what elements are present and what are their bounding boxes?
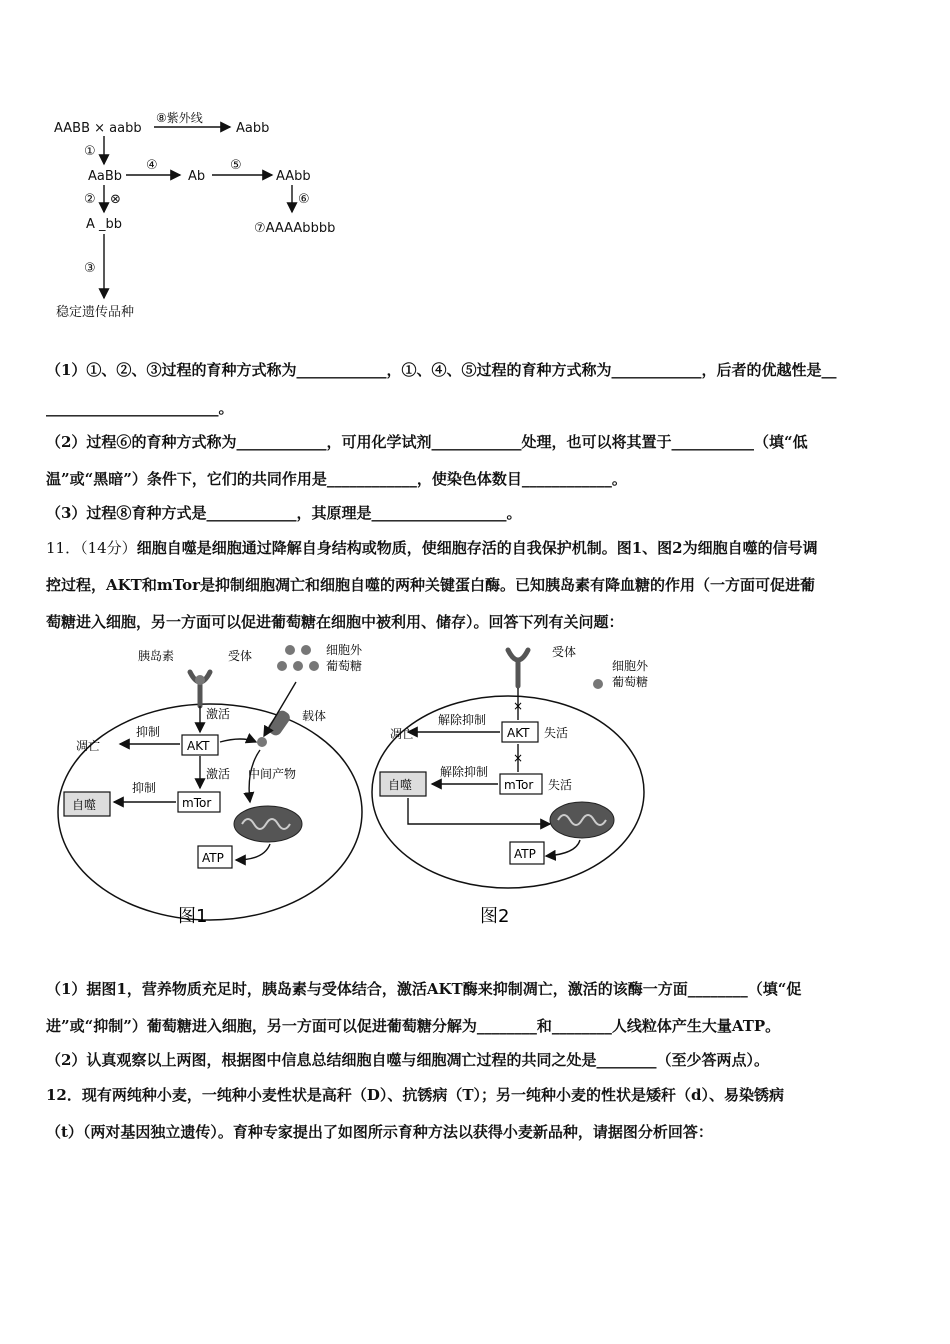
activate2-label: 激活 [206, 767, 231, 781]
q10-line3: （2）过程⑥的育种方式称为____________，可用化学试剂____________处理，也可以将其置于___________（填“低 [46, 433, 808, 451]
mtor-label: mTor [504, 778, 534, 792]
insulin-label: 胰岛素 [138, 649, 175, 663]
glucose-dots-icon [277, 645, 319, 671]
inactive2-label: 失活 [548, 778, 573, 792]
q10-line4: 温”或“黑暗”）条件下，它们的共同作用是____________，使染色体数目____________。 [46, 470, 627, 488]
glucose-dot-icon [593, 679, 603, 689]
q10-line1: （1）①、②、③过程的育种方式称为____________，①、④、⑤过程的育种方式称为____________，后者的优越性是__ [46, 361, 837, 379]
svg-text:×: × [513, 751, 524, 765]
q11-sub2: （2）认真观察以上两图，根据图中信息总结细胞自噬与细胞凋亡过程的共同之处是________（至少答两点）。 [46, 1051, 769, 1069]
dihaploid-label: AAbb [276, 169, 311, 184]
breeding-diagram [40, 100, 360, 330]
uv-result: Aabb [236, 121, 270, 136]
step1-label: ① [84, 144, 96, 159]
mtor-label: mTor [182, 796, 212, 810]
f2-label: A _bb [86, 217, 123, 232]
q12-line1 [46, 1084, 784, 1106]
carrier-label: 载体 [302, 709, 327, 723]
figure-1 [50, 640, 370, 930]
intermediate-label: 中间产物 [248, 767, 297, 781]
uv-label: ⑧紫外线 [156, 111, 203, 125]
release1-label: 解除抑制 [438, 713, 487, 727]
glucose-label-1: 细胞外 [612, 659, 649, 673]
q10-line5: （3）过程⑧育种方式是____________，其原理是__________________。 [46, 504, 522, 522]
q11-number: 11．（14分） [46, 539, 137, 557]
receptor-label: 受体 [228, 649, 253, 663]
q11-sub1-line2: 进”或“抑制”）葡萄糖进入细胞，另一方面可以促进葡萄糖分解为________和________人线粒体产生大量ATP。 [46, 1017, 781, 1035]
step5-label: ⑤ [230, 158, 242, 173]
akt-label: AKT [507, 726, 530, 740]
akt-label: AKT [187, 739, 210, 753]
q11-sub1-line1: （1）据图1，营养物质充足时，胰岛素与受体结合，激活AKT酶来抑制凋亡，激活的该酶一方面________（填“促 [46, 980, 802, 998]
fig1-caption: 图1 [178, 906, 208, 927]
glucose-label-2: 葡萄糖 [612, 675, 649, 689]
q11-text1: 细胞自噬是细胞通过降解自身结构或物质，使细胞存活的自我保护机制。图1、图2为细胞自噬的信号调 [136, 539, 818, 557]
tetraploid-label: ⑦AAAAbbbb [254, 221, 336, 236]
haploid-label: Ab [188, 169, 206, 184]
q12-line2: （t）（两对基因独立遗传）。育种专家提出了如图所示育种方法以获得小麦新品种，请据图分析回答： [46, 1123, 713, 1141]
glucose-label-2: 葡萄糖 [326, 659, 363, 673]
atp-label: ATP [514, 847, 536, 861]
autophagy-label: 自噬 [388, 778, 413, 792]
apoptosis-label: 凋亡 [390, 727, 415, 741]
cross-label: AABB × aabb [54, 121, 142, 136]
glucose-label-1: 细胞外 [326, 643, 363, 657]
fig2-caption: 图2 [480, 906, 510, 927]
final-variety: 稳定遗传品种 [56, 305, 135, 320]
atp-label: ATP [202, 851, 224, 865]
q11-line1 [46, 537, 818, 559]
q10-line2: _______________________。 [46, 399, 234, 417]
q11-line3: 萄糖进入细胞，另一方面可以促进葡萄糖在细胞中被利用、储存）。回答下列有关问题： [46, 613, 624, 631]
receptor-icon [508, 650, 528, 686]
release2-label: 解除抑制 [440, 765, 489, 779]
step3-label: ③ [84, 261, 96, 276]
autophagy-label: 自噬 [72, 798, 97, 812]
apoptosis-label: 凋亡 [76, 739, 101, 753]
inactive1-label: 失活 [544, 726, 569, 740]
mitochondrion-icon [234, 806, 302, 842]
step4-label: ④ [146, 158, 158, 173]
inhibit1-label: 抑制 [136, 725, 161, 739]
step2-label: ② [84, 192, 96, 207]
selfing-symbol: ⊗ [110, 192, 121, 207]
receptor-label: 受体 [552, 645, 577, 659]
activate1-label: 激活 [206, 707, 231, 721]
step6-label: ⑥ [298, 192, 310, 207]
svg-text:×: × [513, 699, 524, 713]
insulin-icon [195, 675, 205, 685]
f1-label: AaBb [88, 169, 123, 184]
q11-line2: 控过程，AKT和mTor是抑制细胞凋亡和细胞自噬的两种关键蛋白酶。已知胰岛素有降血糖的作用（一方面可促进葡 [46, 576, 816, 594]
figure-2 [368, 640, 688, 930]
inhibit2-label: 抑制 [132, 781, 157, 795]
q12-text1: 12．现有两纯种小麦，一纯种小麦性状是高秆（D）、抗锈病（T）；另一纯种小麦的性状是矮秆（d）、易染锈病 [46, 1086, 785, 1104]
